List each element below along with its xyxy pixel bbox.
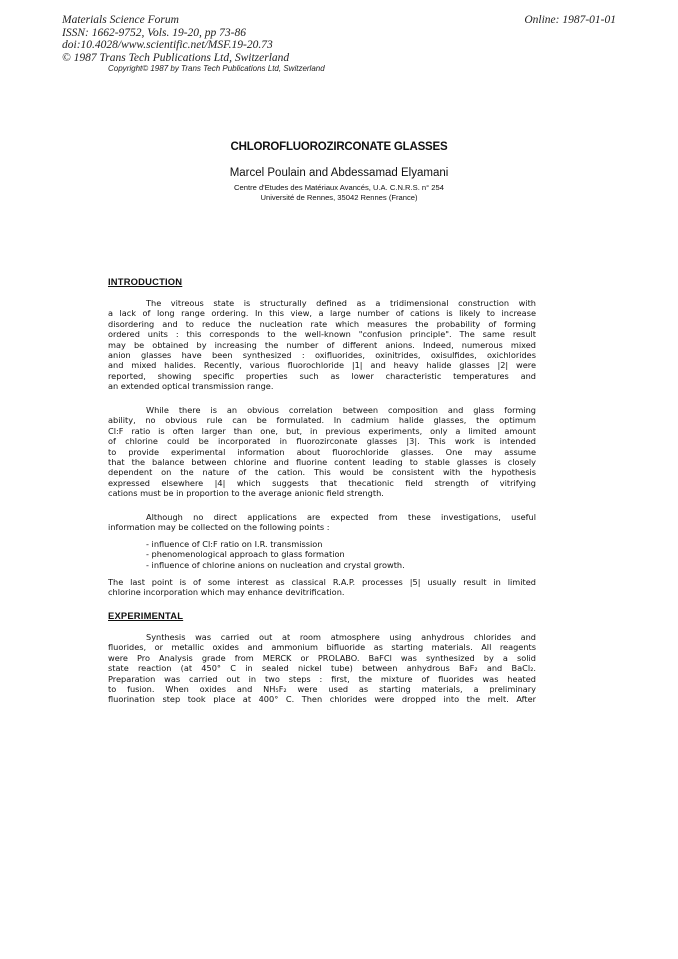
text-line: The last point is of some interest as classical R.A.P. processes |5| usually result in limited <box>108 577 536 587</box>
experimental-heading: EXPERIMENTAL <box>108 610 184 621</box>
paper-authors: Marcel Poulain and Abdessamad Elyamani <box>229 167 449 179</box>
issn-line: ISSN: 1662-9752, Vols. 19-20, pp 73-86 <box>62 26 246 39</box>
text-line: fluorination step took place at 400° C. Then chlorides were dropped into the melt. After <box>108 694 536 705</box>
online-date: Online: 1987-01-01 <box>524 14 616 26</box>
text-line: ordered units : this corresponds to the well-known "confusion principle". The same result <box>108 329 536 340</box>
text-line: Although no direct applications are expected from these investigations, useful <box>146 512 536 522</box>
text-line: While there is an obvious correlation between composition and glass forming <box>146 405 536 415</box>
text-line: that the balance between chlorine and fluorine content leading to stable glasses is closely <box>108 456 536 467</box>
intro-paragraph-4 <box>108 577 536 598</box>
text-line: reported, showing specific properties such as lower characteristic temperatures and <box>108 370 536 381</box>
text-line: and mixed halides. Recently, various fluorochloride |1| and heavy halide glasses |2| were <box>108 360 536 371</box>
text-line: information may be collected on the following points : <box>108 522 330 533</box>
citation-block <box>62 14 289 64</box>
bullet-item: - influence of Cl:F ratio on I.R. transmission <box>146 539 323 549</box>
intro-paragraph-3 <box>108 512 536 533</box>
text-line: of chlorine could be incorporated in fluorozirconate glasses |3|. This work is intended <box>108 436 536 447</box>
text-line: fluorides, or metallic oxides and ammonium bifluoride as starting materials. All reagents <box>108 642 536 653</box>
text-line: anion glasses have been synthesized : oxifluorides, oxinitrides, oxisulfides, oxichlorides <box>108 349 536 360</box>
text-line: expressed elsewhere |4| which suggests that thecationic field strength of vitrifying <box>108 477 536 488</box>
text-line: to provide experimental information about fluorochloride glasses. One may assume <box>108 446 536 457</box>
bullet-item: - phenomenological approach to glass formation <box>146 549 345 559</box>
text-line: to fusion. When oxides and NH₅F₂ were used as starting materials, a preliminary <box>108 683 536 694</box>
text-line: a lack of long range ordering. In this view, a large number of cations is likely to increase <box>108 308 536 319</box>
text-line: chlorine incorporation which may enhance devitrification. <box>108 587 345 598</box>
text-line: were Pro Analysis grade from MERCK or PROLABO. BaFCl was synthesized by a solid <box>108 652 536 663</box>
text-line: ability, no obvious rule can be formulated. In cadmium halide glasses, the optimum <box>108 415 536 426</box>
affiliation <box>0 183 678 203</box>
text-line: state reaction (at 450° C in sealed nickel tube) between anhydrous BaF₂ and BaCl₂. <box>108 663 536 674</box>
text-line: disordering and to reduce the nucleation rate which measures the probability of forming <box>108 318 536 329</box>
paper-title: CHLOROFLUOROZIRCONATE GLASSES <box>230 141 448 153</box>
text-line: an extended optical transmission range. <box>108 381 274 392</box>
text-line: may be obtained by increasing the number of different anions. Indeed, numerous mixed <box>108 339 536 350</box>
text-line: Cl:F ratio is often larger than one, but, in previous experiments, only a limited amount <box>108 425 536 436</box>
text-line: cations must be in proportion to the average anionic field strength. <box>108 488 384 499</box>
introduction-heading: INTRODUCTION <box>108 276 183 287</box>
text-line: Preparation was carried out in two steps : first, the mixture of fluorides was heated <box>108 673 536 684</box>
text-line: Synthesis was carried out at room atmosphere using anhydrous chlorides and <box>146 632 536 642</box>
copyright-notice: Copyright© 1987 by Trans Tech Publications Ltd, Switzerland <box>108 64 325 73</box>
text-line: The vitreous state is structurally defined as a tridimensional construction with <box>146 298 536 308</box>
affiliation-line-1: Centre d'Etudes des Matériaux Avancés, U.A. C.N.R.S. n° 254 <box>234 183 444 192</box>
doi-line: doi:10.4028/www.scientific.net/MSF.19-20.73 <box>62 39 273 52</box>
text-line: dependent on the nature of the cation. This would be consistent with the hypothesis <box>108 467 536 478</box>
bullet-item: - influence of chlorine anions on nucleation and crystal growth. <box>146 560 405 570</box>
journal-name: Materials Science Forum <box>62 14 179 26</box>
experimental-paragraph-1 <box>108 632 536 705</box>
affiliation-line-2: Université de Rennes, 35042 Rennes (France) <box>260 193 418 202</box>
intro-paragraph-1 <box>108 298 536 392</box>
publisher-line: © 1987 Trans Tech Publications Ltd, Switzerland <box>62 51 290 64</box>
intro-paragraph-2 <box>108 405 536 499</box>
